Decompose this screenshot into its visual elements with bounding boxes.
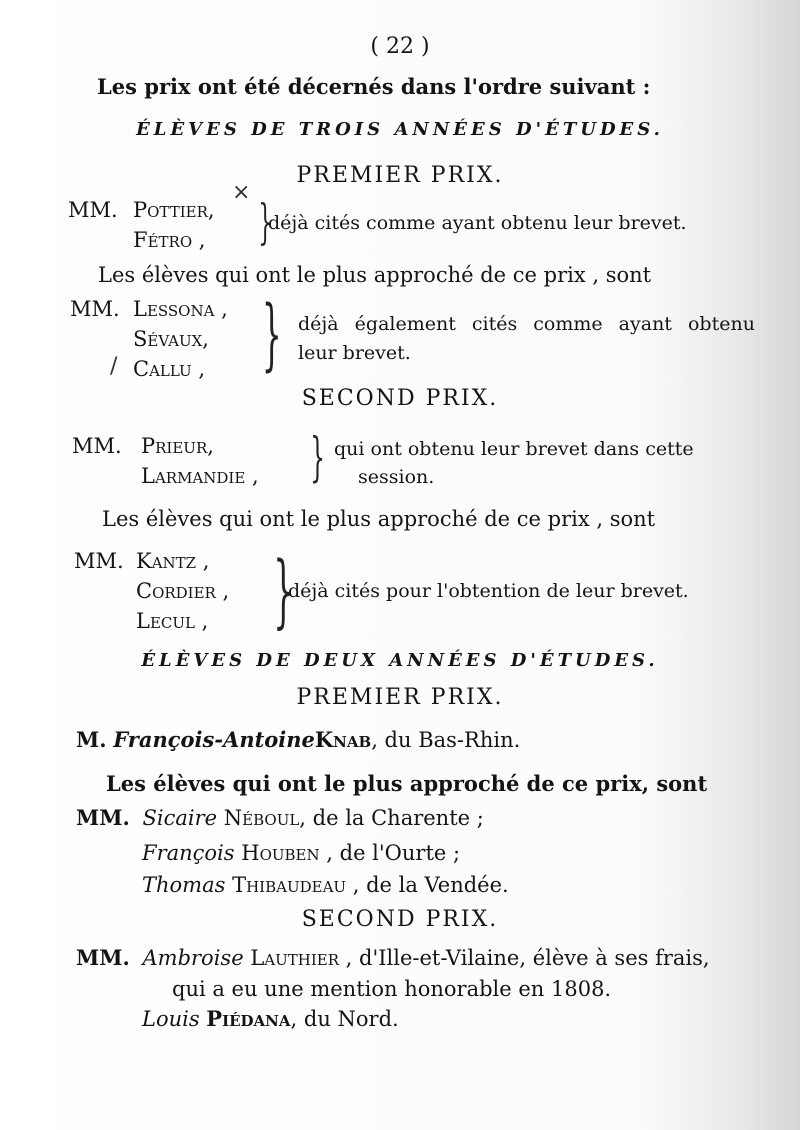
brace: } [258, 194, 273, 250]
origin: , du Bas-Rhin. [371, 728, 521, 752]
name-prieur: Prieur, [141, 434, 214, 458]
approach-note: leur brevet. [298, 342, 411, 364]
name-lessona: Lessona , [133, 297, 228, 321]
mm-label: MM. [76, 805, 130, 830]
approach-line: Les élèves qui ont le plus approché de ce prix , sont [102, 507, 656, 531]
given-name: Sicaire [142, 806, 218, 830]
second-note: qui ont obtenu leur brevet dans cette [334, 438, 694, 460]
brace: } [310, 428, 325, 488]
section-heading-three-years: ÉLÈVES DE TROIS ANNÉES D'ÉTUDES. [136, 119, 664, 140]
name-kantz: Kantz , [136, 549, 210, 573]
name-callu: Callu , [133, 357, 205, 381]
thibaudeau-line [142, 872, 509, 898]
premier-note: déjà cités comme ayant obtenu leur brevet. [268, 212, 687, 234]
lauthier-continuation: qui a eu une mention honorable en 1808. [172, 977, 612, 1001]
given-name: François [142, 841, 235, 865]
surname: Néboul [223, 806, 300, 830]
handwritten-mark: × [232, 180, 251, 205]
mm-label: MM. [68, 198, 118, 222]
premier-prix-title: PREMIER PRIX. [296, 685, 504, 710]
neboul-line [76, 805, 484, 831]
given-name: François-Antoine [113, 727, 315, 752]
mm-label: MM. [76, 945, 130, 970]
surname: Knab [314, 727, 372, 752]
piedana-line [142, 1006, 399, 1032]
name-lecul: Lecul , [136, 609, 209, 633]
surname: Lauthier [250, 946, 339, 970]
name-fetro: Fétro , [133, 228, 206, 252]
surname: Piédana [206, 1006, 291, 1031]
given-name: Thomas [142, 873, 226, 897]
origin: , de la Charente ; [299, 806, 484, 830]
name-sevaux: Sévaux, [133, 327, 209, 351]
lauthier-line [76, 945, 710, 971]
approach-line: Les élèves qui ont le plus approché de ce prix , sont [98, 263, 652, 287]
given-name: Ambroise [142, 946, 244, 970]
section-heading-two-years: ÉLÈVES DE DEUX ANNÉES D'ÉTUDES. [141, 650, 659, 671]
approach-line: Les élèves qui ont le plus approché de ce prix, sont [106, 771, 708, 796]
intro-line: Les prix ont été décernés dans l'ordre suivant : [97, 74, 651, 99]
surname: Thibaudeau [232, 873, 347, 897]
houben-line [142, 840, 460, 866]
surname: Houben [241, 841, 320, 865]
second-prix-title: SECOND PRIX. [301, 386, 499, 411]
name-cordier: Cordier , [136, 579, 230, 603]
origin: , de la Vendée. [346, 873, 509, 897]
mm-label: MM. [72, 434, 122, 458]
origin: , du Nord. [290, 1007, 399, 1031]
second-prix-title: SECOND PRIX. [301, 907, 499, 932]
m-label: M. [76, 727, 107, 752]
brace: } [273, 544, 294, 637]
mm-label: MM. [74, 549, 124, 573]
handwritten-mark: / [110, 354, 118, 379]
page-number: ( 22 ) [370, 34, 430, 59]
premier-prix-title: PREMIER PRIX. [296, 163, 504, 188]
second-note: session. [358, 466, 435, 488]
mm-label: MM. [70, 297, 120, 321]
origin: , d'Ille-et-Vilaine, élève à ses frais, [339, 946, 710, 970]
name-pottier: Pottier, [133, 198, 215, 222]
approach-note: déjà cités pour l'obtention de leur brevet. [288, 580, 689, 602]
origin: , de l'Ourte ; [319, 841, 461, 865]
brace: } [261, 290, 282, 380]
approach-note: déjà également cités comme ayant obtenu [298, 313, 755, 335]
name-larmandie: Larmandie , [141, 464, 259, 488]
given-name: Louis [142, 1007, 200, 1031]
knab-line [76, 727, 520, 753]
